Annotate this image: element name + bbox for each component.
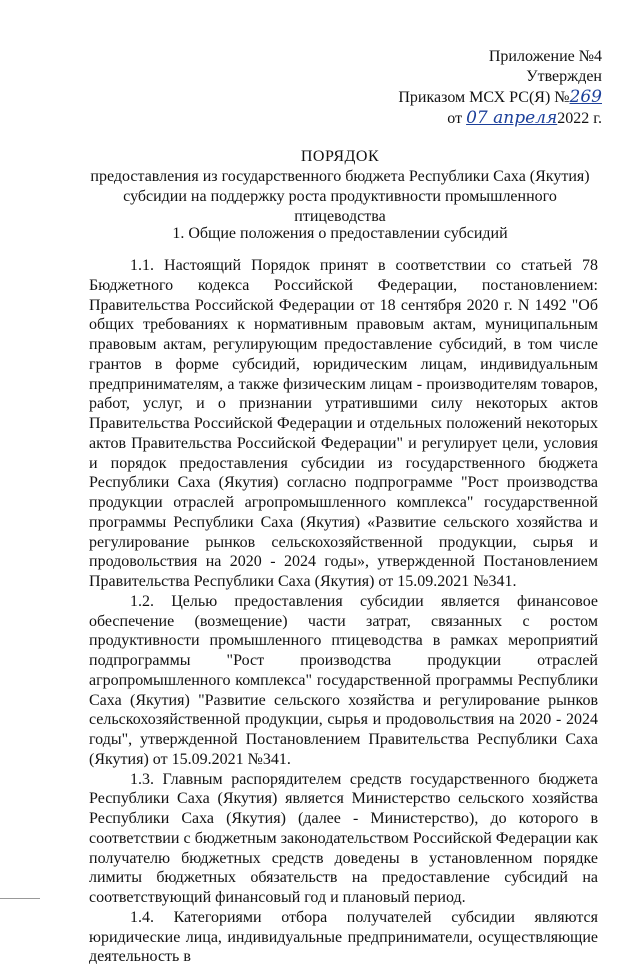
document-title	[80, 147, 600, 227]
section-body	[89, 256, 598, 967]
date-suffix: 2022 г.	[557, 110, 602, 127]
title-main: ПОРЯДОК	[300, 148, 380, 165]
date-prefix: от	[447, 110, 463, 127]
order-reference	[398, 87, 602, 108]
approved-label: Утвержден	[526, 68, 602, 85]
order-date	[398, 108, 602, 129]
footer-rule	[0, 898, 40, 899]
order-number-handwritten: 269	[569, 87, 602, 107]
title-line-1: предоставления из государственного бюджета Республики Саха (Якутия)	[90, 168, 590, 185]
section-heading: 1. Общие положения о предоставлении субсидий	[172, 225, 508, 242]
title-line-2: субсидии на поддержку роста продуктивности промышленного птицеводства	[123, 188, 557, 225]
appendix-label: Приложение №4	[488, 48, 602, 65]
paragraph-1-4: 1.4. Категориями отбора получателей субсидии являются юридические лица, индивидуальные предприниматели, осуществляющие деятельность в	[89, 908, 598, 966]
order-prefix: Приказом МСХ РС(Я) №	[398, 89, 570, 106]
paragraph-1-2: 1.2. Целью предоставления субсидии является финансовое обеспечение (возмещение) части затрат, связанных с ростом продуктивности промышленного птицеводства в рамках мероприятий подпрограммы "Рост производства продукции отраслей агропромышленного комплекса" государственной программы Республики Саха (Якутия) "Развитие сельского хозяйства и регулирование рынков сельскохозяйственной продукции, сырья и продовольствия на 2020 - 2024 годы", утвержденной Постановлением Правительства Республики Саха (Якутия) от 15.09.2021 №341.	[89, 592, 598, 768]
date-handwritten: 07 апреля	[466, 108, 558, 128]
paragraph-1-1: 1.1. Настоящий Порядок принят в соответствии со статьей 78 Бюджетного кодекса Российской Федерации, постановлением: Правительства Российской Федерации от 18 сентября 2020 г. N 1492 "Об общих требованиях к нормативным правовым актам, муниципальным правовым актам, регулирующим предоставление субсидий, в том числе грантов в форме субсидий, юридическим лицам, индивидуальным предпринимателям, а также физическим лицам - производителям товаров, работ, услуг, и о признании утратившими силу некоторых актов Правительства Российской Федерации и отдельных положений некоторых актов Правительства Российской Федерации" и регулирует цели, условия и порядок предоставления субсидии из государственного бюджета Республики Саха (Якутия) согласно подпрограмме "Рост производства продукции отраслей агропромышленного комплекса" государственной программы Республики Саха (Якутия) «Развитие сельского хозяйства и регулирование рынков сельскохозяйственной продукции, сырья и продовольствия на 2020 - 2024 годы», утвержденной Постановлением Правительства Республики Саха (Якутия) от 15.09.2021 №341.	[89, 257, 598, 590]
approval-stamp-block	[398, 47, 602, 129]
paragraph-1-3: 1.3. Главным распорядителем средств государственного бюджета Республики Саха (Якутия) является Министерство сельского хозяйства Республики Саха (Якутия) (далее - Министерство), до которого в соответствии с бюджетным законодательством Российской Федерации как получателю бюджетных средств доведены в установленном порядке лимиты бюджетных обязательств на предоставление субсидий на соответствующий финансовый год и плановый период.	[89, 770, 598, 906]
